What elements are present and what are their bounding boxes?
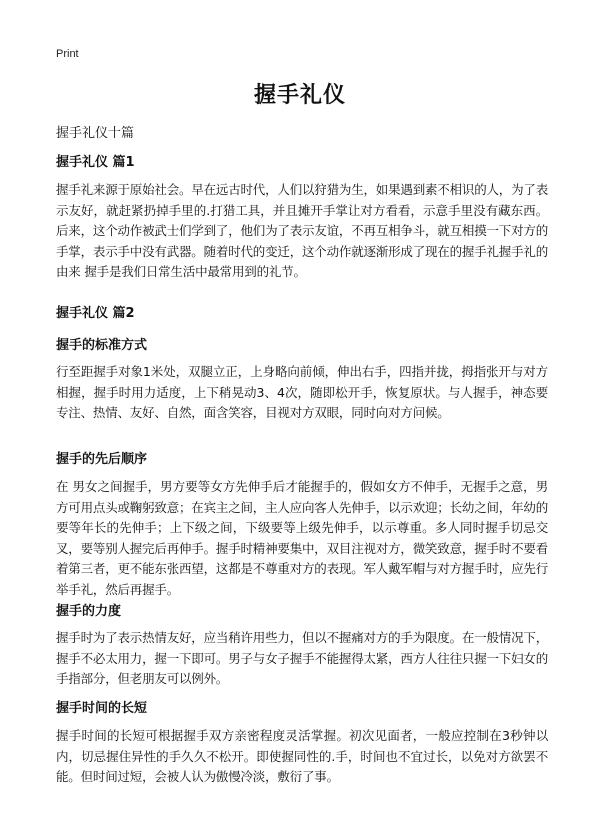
page-title: 握手礼仪 [253, 83, 346, 108]
section-paragraph-duration: 握手时间的长短可根据握手双方亲密程度灵活掌握。初次见面者，一般应控制在3秒钟以内，切忌握住异性的手久久不松开。即使握同性的.手，时间也不宜过长，以免对方欲罢不能。但时间过短，会被人认为傲慢冷淡，敷衍了事。 [56, 728, 548, 784]
document-subtitle: 握手礼仪十篇 [56, 126, 135, 141]
section-paragraph-1: 握手礼来源于原始社会。早在远古时代，人们以狩猎为生，如果遇到素不相识的人，为了表示友好，就赶紧扔掉手里的.打猎工具，并且摊开手掌让对方看看，示意手里没有藏东西。后来，这个动作被武士们学到了，他们为了表示友谊，不再互相争斗，就互相摸一下对方的手掌，表示手中没有武器。随着时代的变迁，这个动作就逐渐形成了现在的握手礼握手礼的由来 握手是我们日常生活中最常用到的礼节。 [56, 182, 549, 279]
section-heading-standard-way: 握手的标准方式 [56, 338, 148, 353]
section-paragraph-order: 在 男女之间握手，男方要等女方先伸手后才能握手的，假如女方不伸手，无握手之意，男方可用点头或鞠躬致意；在宾主之间，主人应向客人先伸手，以示欢迎；长幼之间，年幼的要等年长的先伸手；上下级之间，下级要等上级先伸手，以示尊重。多人同时握手切忌交叉，要等别人握完后再伸手。握手时精神要集中，双目注视对方，微笑致意，握手时不要看着第三者，更不能东张西望，这都是不尊重对方的表现。军人戴军帽与对方握手时，应先行举手礼，然后再握手。 [56, 479, 549, 597]
print-link[interactable]: Print [56, 48, 79, 60]
section-heading-strength: 握手的力度 [56, 604, 122, 619]
section-heading-2: 握手礼仪 篇2 [56, 306, 135, 321]
section-paragraph-strength: 握手时为了表示热情友好，应当稍许用些力，但以不握痛对方的手为限度。在一般情况下，握手不必太用力，握一下即可。男子与女子握手不能握得太紧，西方人往往只握一下妇女的手指部分，但老朋友可以例外。 [56, 630, 549, 686]
section-paragraph-standard-way: 行至距握手对象1米处，双腿立正，上身略向前倾，伸出右手，四指并拢，拇指张开与对方相握，握手时用力适度，上下稍晃动3、4次，随即松开手，恢复原状。与人握手，神态要专注、热情、友好、自然，面含笑容，目视对方双眼，同时向对方问候。 [56, 364, 548, 420]
section-heading-1: 握手礼仪 篇1 [56, 155, 135, 170]
section-heading-order: 握手的先后顺序 [56, 452, 148, 467]
section-heading-duration: 握手时间的长短 [56, 701, 148, 716]
